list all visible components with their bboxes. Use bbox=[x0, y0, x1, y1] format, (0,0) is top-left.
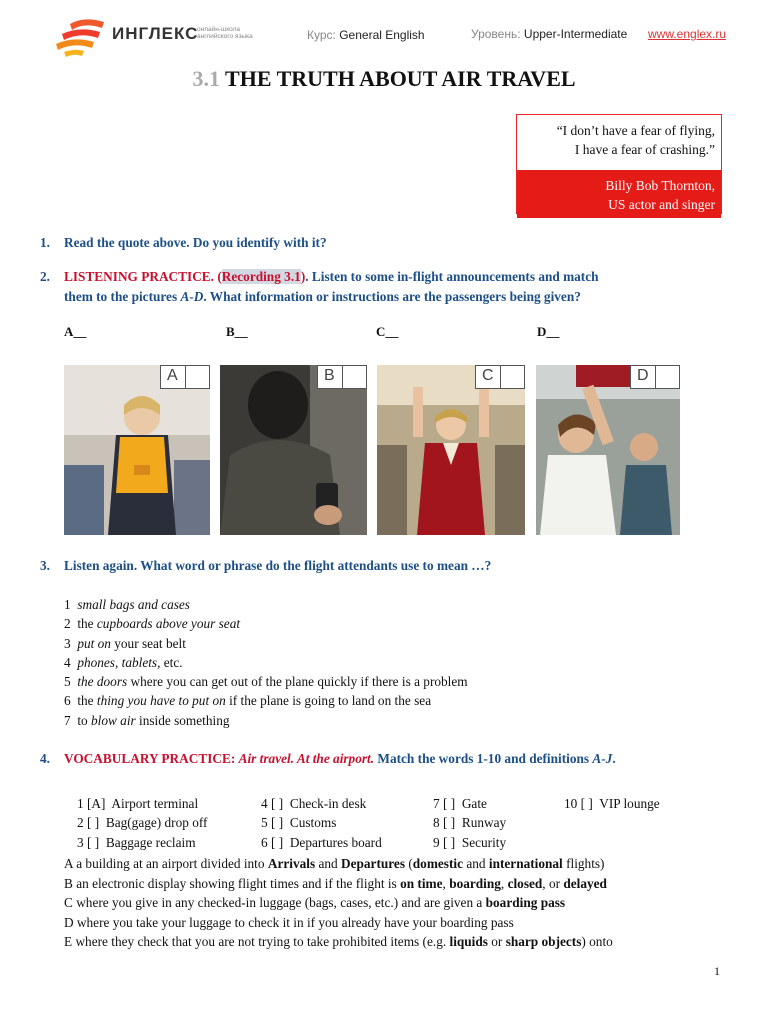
task-4-topic: Air travel. At the airport. bbox=[238, 751, 375, 766]
answer-label-c: C__ bbox=[376, 324, 399, 339]
task-1-number: 1. bbox=[40, 235, 50, 250]
picture-d-tag bbox=[630, 365, 680, 389]
task-3-list bbox=[64, 595, 468, 730]
vocab-item: 9 [ ] Security bbox=[433, 834, 507, 850]
website-link[interactable]: www.englex.ru bbox=[648, 27, 727, 41]
page-title bbox=[0, 66, 768, 92]
task-4-heading: VOCABULARY PRACTICE: bbox=[64, 751, 236, 766]
quote-author-desc: US actor and singer bbox=[608, 197, 715, 212]
recording-link[interactable]: Recording 3.1 bbox=[221, 269, 301, 284]
passenger-phone-photo bbox=[220, 365, 367, 535]
vocab-item: 4 [ ] Check-in desk bbox=[261, 796, 367, 811]
definition-b: B an electronic display showing flight times and if the flight is on time, boarding, closed, or delayed bbox=[64, 875, 607, 891]
answer-label-a: A__ bbox=[64, 324, 87, 339]
quote-box bbox=[516, 114, 722, 214]
task-2-text-b: them to the pictures bbox=[64, 289, 178, 304]
quote-author: Billy Bob Thornton, bbox=[605, 178, 715, 193]
definition-a: A a building at an airport divided into Arrivals and Departures (domestic and international flights) bbox=[64, 856, 605, 871]
vocab-item: 5 [ ] Customs bbox=[261, 815, 337, 831]
lesson-number: 3.1 bbox=[192, 66, 220, 91]
task-3-number: 3. bbox=[40, 558, 50, 573]
vocab-column-1 bbox=[77, 794, 208, 852]
task-4: 4. VOCABULARY PRACTICE: Air travel. At the airport. Match the words 1-10 and definitions A-J. bbox=[40, 749, 616, 769]
vocab-item: 10 [ ] VIP lounge bbox=[564, 796, 660, 811]
definition-c: C where you give in any checked-in luggage (bags, cases, etc.) and are given a boarding pass bbox=[64, 895, 566, 910]
vocab-item: 8 [ ] Runway bbox=[433, 815, 507, 831]
flight-attendant-lifejacket-photo bbox=[64, 365, 210, 535]
task-2-heading: LISTENING PRACTICE. bbox=[64, 269, 214, 284]
level-value: Upper-Intermediate bbox=[523, 27, 628, 41]
course-value: General English bbox=[339, 28, 425, 42]
task-1-text: Read the quote above. Do you identify with it? bbox=[64, 235, 327, 250]
picture-c bbox=[377, 365, 525, 535]
picture-b-tag bbox=[317, 365, 367, 389]
page-number: 1 bbox=[714, 964, 720, 978]
task-3 bbox=[40, 556, 491, 576]
lesson-title: THE TRUTH ABOUT AIR TRAVEL bbox=[225, 66, 576, 91]
task-2-range: A-D bbox=[180, 289, 204, 304]
picture-a-letter: A bbox=[167, 367, 178, 384]
flight-attendant-demo-photo bbox=[377, 365, 525, 535]
picture-a-tag bbox=[160, 365, 210, 389]
answer-label-d: D__ bbox=[537, 324, 560, 339]
task-2-number: 2. bbox=[40, 269, 50, 284]
englex-logo-icon bbox=[54, 18, 106, 58]
list-item: 2 the cupboards above your seat bbox=[64, 616, 241, 632]
vocab-item: 6 [ ] Departures board bbox=[261, 834, 382, 850]
picture-a bbox=[64, 365, 210, 535]
list-item: 1 small bags and cases bbox=[64, 597, 190, 612]
vocab-item: 2 [ ] Bag(gage) drop off bbox=[77, 815, 208, 831]
vocab-item: 3 [ ] Baggage reclaim bbox=[77, 834, 196, 850]
task-2: 2. LISTENING PRACTICE. (Recording 3.1). Listen to some in-flight announcements and match them to the pictures A-D. What information or instructions are the passengers being given? bbox=[40, 269, 599, 304]
course-info bbox=[307, 28, 425, 42]
picture-d bbox=[536, 365, 680, 535]
task-2-text-a: . Listen to some in-flight announcements and match bbox=[305, 269, 599, 284]
vocab-column-2 bbox=[261, 794, 382, 852]
level-info bbox=[471, 27, 627, 41]
logo-wordmark: ИНГЛЕКС bbox=[112, 24, 199, 43]
task-4-number: 4. bbox=[40, 751, 50, 766]
course-label: Курс: bbox=[307, 28, 336, 42]
vocab-column-4 bbox=[564, 794, 660, 813]
definition-e: E where they check that you are not trying to take prohibited items (e.g. liquids or sharp objects) onto bbox=[64, 934, 613, 949]
list-item: 7 to blow air inside something bbox=[64, 712, 230, 728]
quote-line-2: I have a fear of crashing.” bbox=[574, 142, 715, 157]
level-label: Уровень: bbox=[471, 27, 521, 41]
task-3-text: Listen again. What word or phrase do the flight attendants use to mean …? bbox=[64, 558, 492, 573]
logo-subtitle: онлайн-школа английского языка bbox=[197, 26, 253, 40]
overhead-bin-photo bbox=[536, 365, 680, 535]
list-item: 6 the thing you have to put on if the plane is going to land on the sea bbox=[64, 693, 432, 709]
task-4-text: Match the words 1-10 and definitions bbox=[377, 751, 590, 766]
definitions bbox=[64, 854, 744, 952]
vocab-column-3 bbox=[433, 794, 506, 852]
task-2-text-c: . What information or instructions are the passengers being given? bbox=[203, 289, 581, 304]
list-item: 3 put on your seat belt bbox=[64, 635, 186, 651]
task-4-range: A-J bbox=[592, 751, 613, 766]
picture-c-tag bbox=[475, 365, 525, 389]
picture-c-letter: C bbox=[482, 367, 494, 384]
vocab-item: 1 [A] Airport terminal bbox=[77, 796, 199, 811]
picture-d-letter: D bbox=[637, 367, 649, 384]
list-item: 4 phones, tablets, etc. bbox=[64, 654, 183, 670]
picture-b bbox=[220, 365, 367, 535]
task-1 bbox=[40, 233, 327, 253]
quote-line-1: “I don’t have a fear of flying, bbox=[556, 123, 715, 138]
vocab-item: 7 [ ] Gate bbox=[433, 796, 487, 811]
list-item: 5 the doors where you can get out of the plane quickly if there is a problem bbox=[64, 674, 468, 690]
answer-label-b: B__ bbox=[226, 324, 248, 339]
picture-b-letter: B bbox=[324, 367, 335, 384]
definition-d: D where you take your luggage to check it in if you already have your boarding pass bbox=[64, 914, 514, 930]
